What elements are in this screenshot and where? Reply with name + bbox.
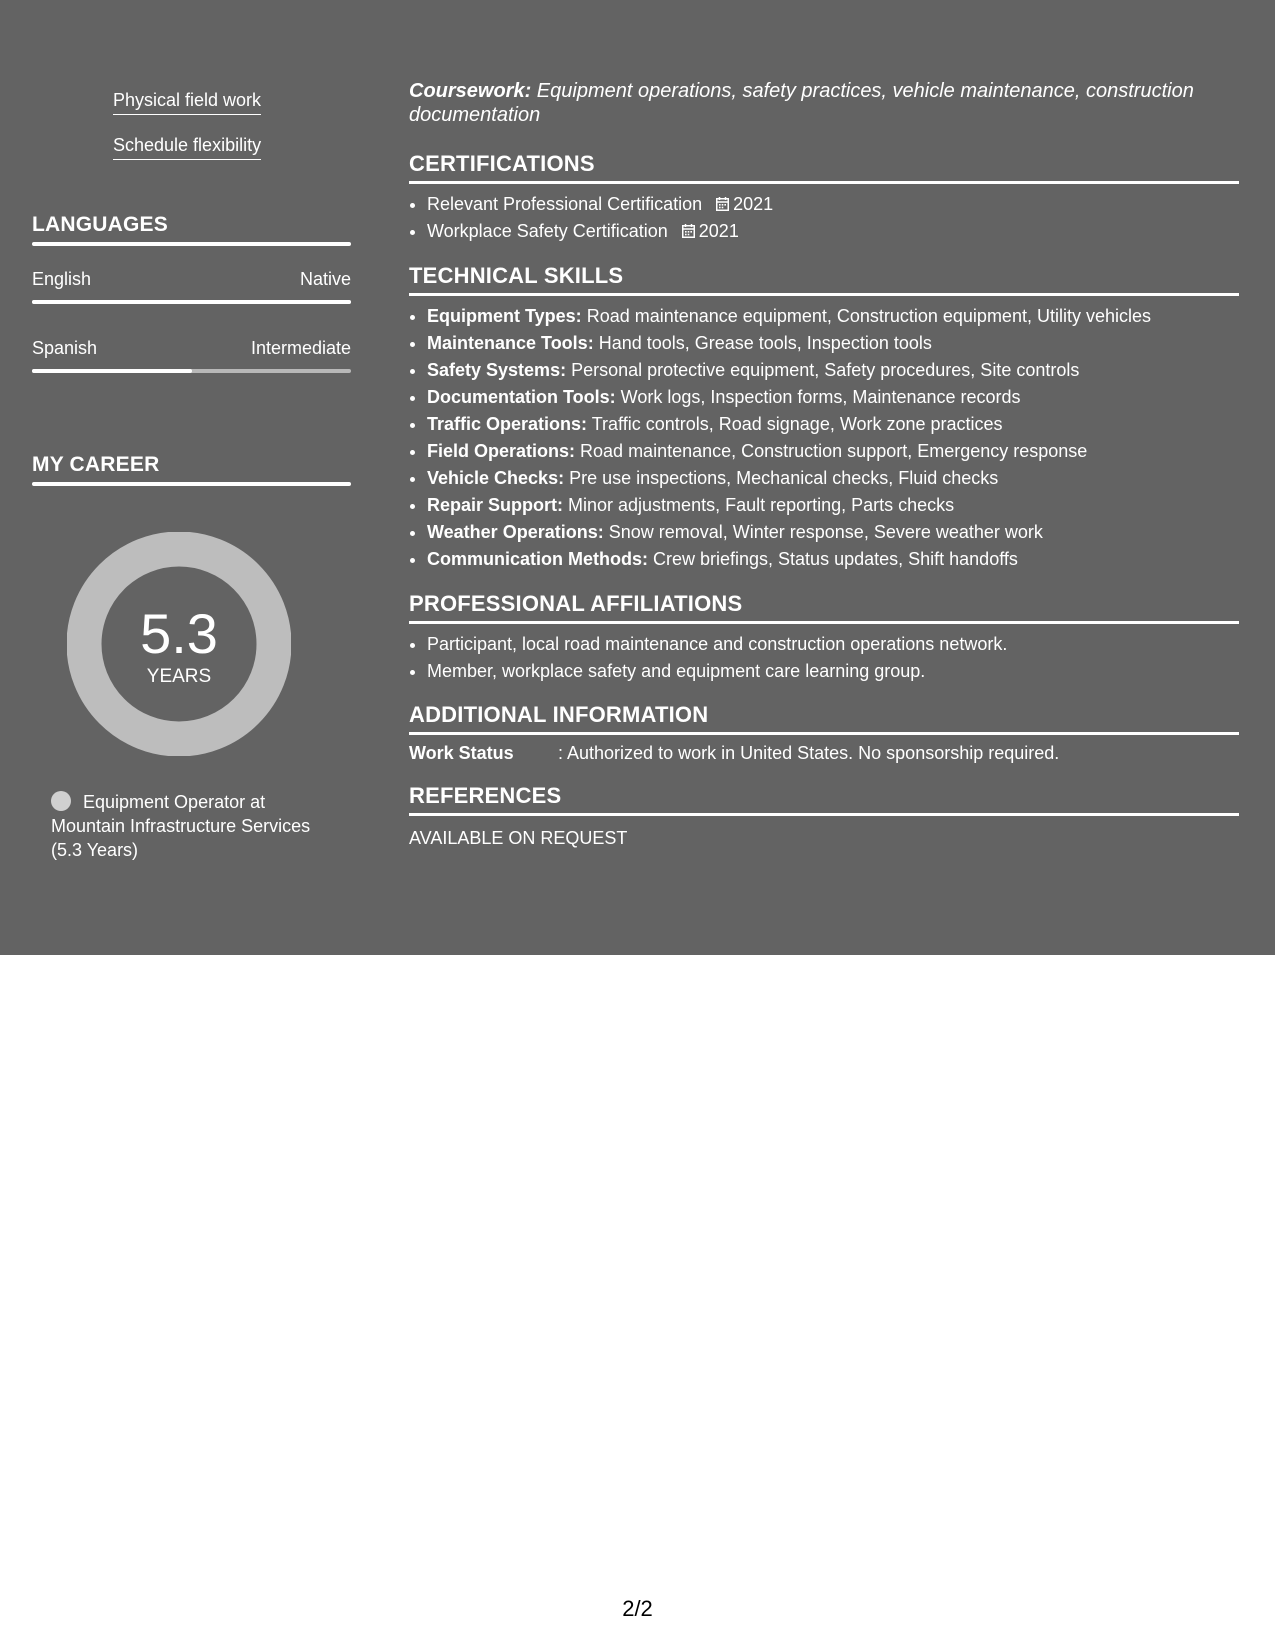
skill-label: Communication Methods: (427, 549, 648, 569)
technical-skills-list (409, 303, 1239, 573)
certification-year: 2021 (698, 221, 739, 241)
coursework (409, 79, 1239, 127)
skill-value: Personal protective equipment, Safety procedures, Site controls (566, 360, 1080, 380)
language-name: Spanish (32, 338, 98, 358)
references-text: AVAILABLE ON REQUEST (409, 828, 628, 848)
skill-item (427, 384, 1239, 411)
career-years-ring (67, 532, 291, 756)
language-bar (32, 369, 351, 373)
skill-value: Traffic controls, Road signage, Work zone practices (587, 414, 1003, 434)
additional-info-rule (409, 732, 1239, 735)
skill-label: Repair Support: (427, 495, 564, 515)
skill-item (427, 330, 1239, 357)
skill-label: Weather Operations: (427, 522, 604, 542)
skill-value: Pre use inspections, Mechanical checks, Fluid checks (564, 468, 999, 488)
affiliations-rule (409, 621, 1239, 624)
skill-label: Equipment Types: (427, 306, 582, 326)
languages-heading: LANGUAGES (32, 213, 168, 236)
affiliations-heading: PROFESSIONAL AFFILIATIONS (409, 591, 743, 616)
skill-value: Work logs, Inspection forms, Maintenance records (615, 387, 1021, 407)
career-rule (32, 482, 351, 486)
career-heading: MY CAREER (32, 453, 160, 476)
skill-value: Hand tools, Grease tools, Inspection tools (593, 333, 932, 353)
certification-year: 2021 (733, 194, 774, 214)
affiliations-list (409, 631, 1239, 685)
skill-item (427, 303, 1239, 330)
skill-item (427, 438, 1239, 465)
coursework-label: Coursework: (409, 80, 532, 102)
skill-label: Vehicle Checks: (427, 468, 565, 488)
skill-item (427, 492, 1239, 519)
skill-value: Road maintenance equipment, Construction equipment, Utility vehicles (581, 306, 1151, 326)
page-number: 2/2 (622, 1596, 653, 1621)
certification-item (427, 191, 1239, 218)
language-level: Native (299, 269, 351, 289)
language-row (32, 268, 351, 290)
additional-info-heading: ADDITIONAL INFORMATION (409, 702, 709, 727)
skill-item (427, 465, 1239, 492)
skill-value: Crew briefings, Status updates, Shift handoffs (648, 549, 1018, 569)
references-heading: REFERENCES (409, 783, 562, 808)
coursework-text: Equipment operations, safety practices, vehicle maintenance, construction documentation (409, 80, 1194, 126)
language-name: English (32, 269, 92, 289)
work-status-value: : Authorized to work in United States. No sponsorship required. (558, 743, 1060, 763)
skill-item (427, 357, 1239, 384)
skill-item (427, 411, 1239, 438)
languages-rule (32, 242, 351, 246)
affiliation-item: • Member, workplace safety and equipment care learning group. (427, 658, 1239, 685)
career-dot-icon (51, 791, 71, 811)
skill-label: Traffic Operations: (427, 414, 588, 434)
skill-value: Minor adjustments, Fault reporting, Parts checks (563, 495, 955, 515)
work-status-row (409, 741, 1239, 765)
career-years-value: 5.3 (140, 602, 218, 665)
certification-name: Relevant Professional Certification (427, 194, 703, 214)
skill-label: Documentation Tools: (427, 387, 616, 407)
skill-item (427, 519, 1239, 546)
technical-skills-rule (409, 293, 1239, 296)
references-rule (409, 813, 1239, 816)
affiliation-item: • Participant, local road maintenance and construction operations network. (427, 631, 1239, 658)
work-status-label: Work Status (409, 743, 514, 763)
calendar-icon (716, 197, 729, 211)
strength-item: Schedule flexibility (113, 134, 261, 160)
certification-name: Workplace Safety Certification (427, 221, 668, 241)
calendar-icon (682, 224, 695, 238)
language-bar-fill (32, 369, 192, 373)
technical-skills-heading: TECHNICAL SKILLS (409, 263, 624, 288)
skill-label: Field Operations: (427, 441, 576, 461)
language-bar-fill (32, 300, 351, 304)
skill-item (427, 546, 1239, 573)
certifications-rule (409, 181, 1239, 184)
skill-label: Maintenance Tools: (427, 333, 594, 353)
skill-value: Snow removal, Winter response, Severe weather work (603, 522, 1043, 542)
certifications-list (409, 191, 1239, 245)
career-role (51, 790, 341, 862)
certifications-heading: CERTIFICATIONS (409, 151, 595, 176)
career-years-unit: YEARS (146, 666, 212, 687)
career-role-text: Equipment Operator at Mountain Infrastructure Services (5.3 Years) (51, 792, 311, 860)
language-level: Intermediate (250, 338, 351, 358)
language-bar (32, 300, 351, 304)
certification-item (427, 218, 1239, 245)
skill-label: Safety Systems: (427, 360, 567, 380)
language-row (32, 337, 351, 359)
strength-item: Physical field work (113, 89, 261, 115)
skill-value: Road maintenance, Construction support, Emergency response (575, 441, 1088, 461)
